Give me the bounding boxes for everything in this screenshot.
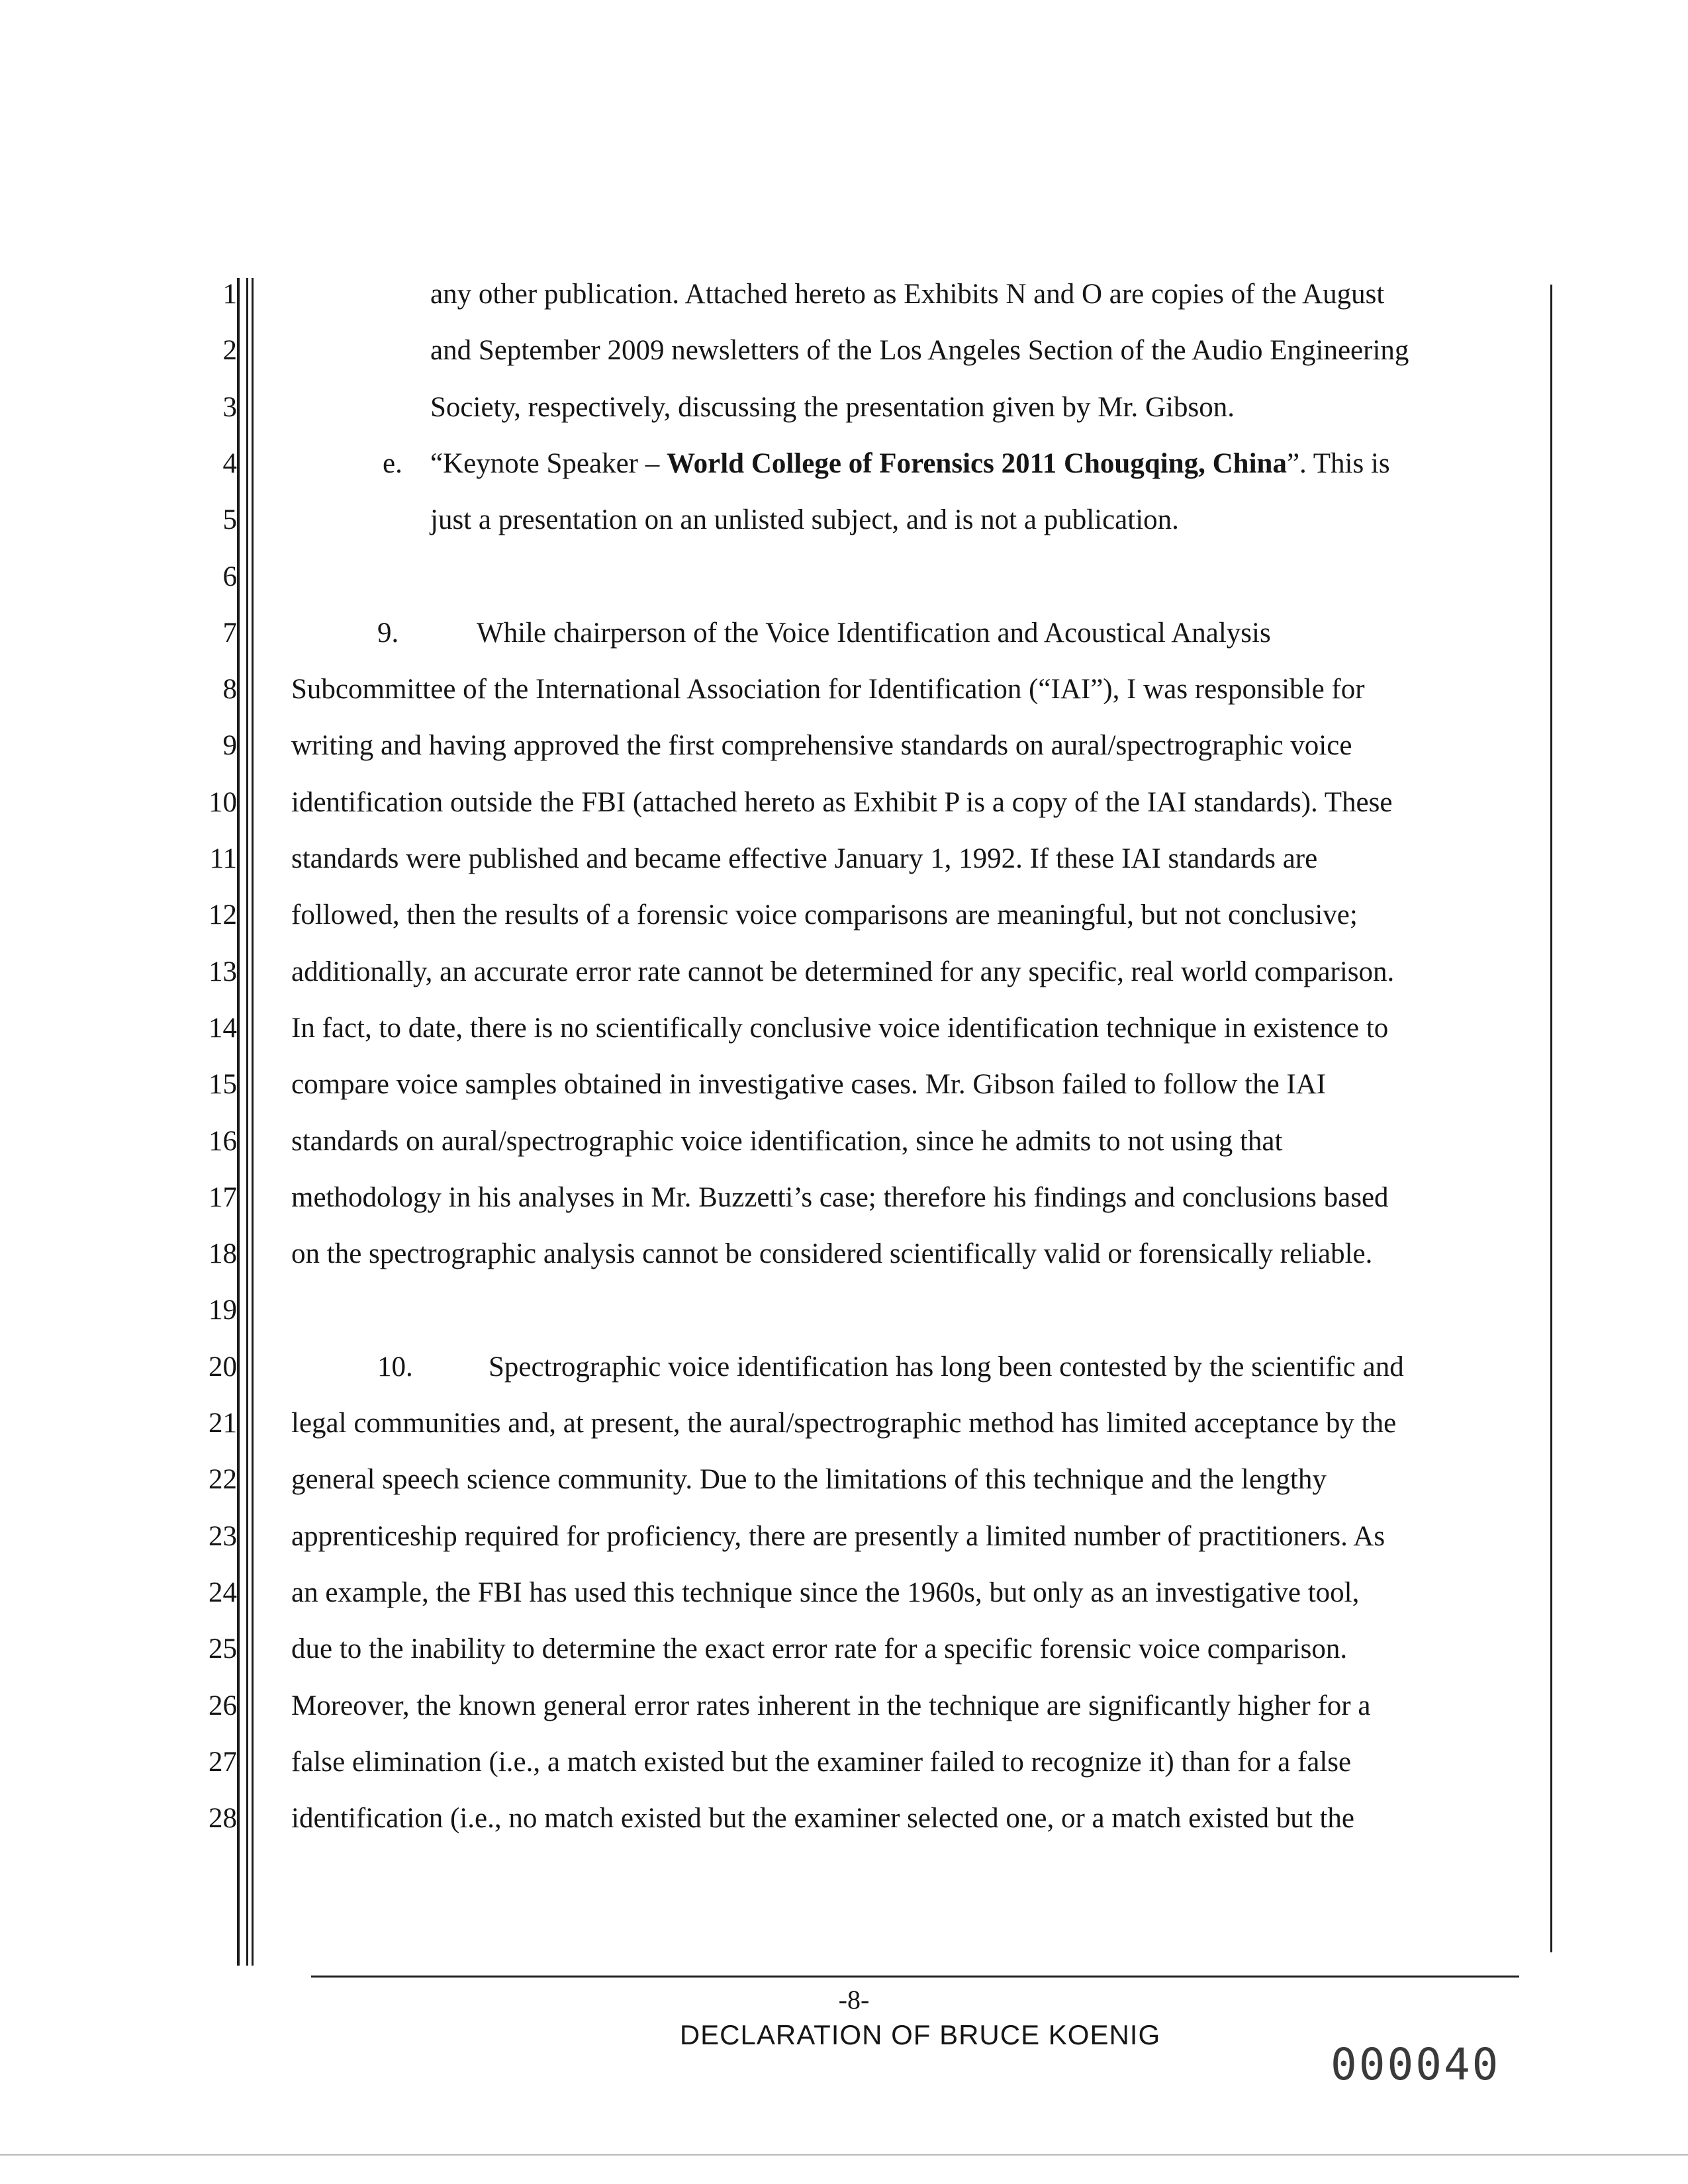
line-number: 21 bbox=[209, 1408, 237, 1439]
line-number: 9 bbox=[222, 730, 237, 762]
list-marker: e. bbox=[383, 447, 402, 479]
line-number: 3 bbox=[222, 391, 237, 423]
body-line: compare voice samples obtained in investigative cases. Mr. Gibson failed to follow the IAI bbox=[291, 1069, 1327, 1101]
line-number: 14 bbox=[209, 1012, 237, 1044]
line-number: 17 bbox=[209, 1181, 237, 1213]
line-number: 8 bbox=[222, 674, 237, 705]
line-number: 15 bbox=[209, 1069, 237, 1101]
line-number: 18 bbox=[209, 1238, 237, 1270]
body-line: any other publication. Attached hereto as Exhibits N and O are copies of the August bbox=[430, 279, 1385, 310]
body-line: Spectrographic voice identification has long been contested by the scientific and bbox=[489, 1351, 1404, 1383]
body-line: In fact, to date, there is no scientifically conclusive voice identification technique in existence to bbox=[291, 1012, 1389, 1044]
body-line: an example, the FBI has used this technique since the 1960s, but only as an investigative tool, bbox=[291, 1576, 1360, 1608]
line-number: 1 bbox=[222, 279, 237, 310]
line-number: 11 bbox=[209, 843, 237, 874]
line-number: 7 bbox=[222, 617, 237, 649]
body-line-text: “Keynote Speaker – bbox=[430, 447, 667, 479]
body-line: just a presentation on an unlisted subject, and is not a publication. bbox=[430, 504, 1179, 536]
body-line: identification (i.e., no match existed but the examiner selected one, or a match existed but the bbox=[291, 1803, 1354, 1835]
body-line: Subcommittee of the International Association for Identification (“IAI”), I was responsible for bbox=[291, 674, 1365, 705]
body-line: Moreover, the known general error rates inherent in the technique are significantly higher for a bbox=[291, 1690, 1371, 1721]
body-line: standards on aural/spectrographic voice identification, since he admits to not using that bbox=[291, 1125, 1283, 1157]
body-line: general speech science community. Due to the limitations of this technique and the lengthy bbox=[291, 1464, 1327, 1496]
line-number: 2 bbox=[222, 335, 237, 367]
footer-title: DECLARATION OF BRUCE KOENIG bbox=[679, 2019, 1161, 2050]
bates-number: 000040 bbox=[1331, 2039, 1501, 2090]
body-line: additionally, an accurate error rate cannot be determined for any specific, real world comparison. bbox=[291, 956, 1395, 987]
line-number: 24 bbox=[209, 1576, 237, 1608]
body-line: legal communities and, at present, the aural/spectrographic method has limited acceptance by the bbox=[291, 1408, 1397, 1439]
body-line: on the spectrographic analysis cannot be considered scientifically valid or forensically reliable. bbox=[291, 1238, 1373, 1270]
left-margin-rule bbox=[252, 278, 254, 1966]
line-number: 22 bbox=[209, 1464, 237, 1496]
left-margin-rule bbox=[246, 278, 248, 1966]
body-line bbox=[430, 447, 1390, 480]
line-number: 6 bbox=[222, 561, 237, 592]
line-number: 10 bbox=[209, 786, 237, 818]
list-marker: 10. bbox=[377, 1351, 413, 1383]
line-number: 28 bbox=[209, 1803, 237, 1835]
body-line: standards were published and became effective January 1, 1992. If these IAI standards are bbox=[291, 843, 1318, 874]
line-number: 4 bbox=[222, 447, 237, 479]
body-line: methodology in his analyses in Mr. Buzzetti’s case; therefore his findings and conclusions based bbox=[291, 1181, 1389, 1213]
body-line: false elimination (i.e., a match existed but the examiner failed to recognize it) than for a false bbox=[291, 1746, 1352, 1778]
footer-rule bbox=[311, 1976, 1519, 1978]
line-number: 23 bbox=[209, 1520, 237, 1552]
body-line: due to the inability to determine the exact error rate for a specific forensic voice comparison. bbox=[291, 1633, 1348, 1665]
scan-artifact-line bbox=[0, 2154, 1688, 2156]
body-line-text: ”. This is bbox=[1286, 447, 1390, 479]
right-margin-rule bbox=[1550, 285, 1552, 1952]
line-number: 5 bbox=[222, 504, 237, 536]
list-marker: 9. bbox=[377, 617, 399, 649]
bold-title: World College of Forensics 2011 Chougqing, China bbox=[667, 447, 1287, 479]
left-margin-rule bbox=[237, 278, 240, 1966]
body-line: and September 2009 newsletters of the Los Angeles Section of the Audio Engineering bbox=[430, 335, 1409, 367]
line-number: 20 bbox=[209, 1351, 237, 1383]
line-number: 26 bbox=[209, 1690, 237, 1721]
line-number: 12 bbox=[209, 899, 237, 931]
body-line: followed, then the results of a forensic voice comparisons are meaningful, but not conclusive; bbox=[291, 899, 1358, 931]
line-number: 19 bbox=[209, 1295, 237, 1326]
body-line: While chairperson of the Voice Identification and Acoustical Analysis bbox=[477, 617, 1271, 649]
body-line: identification outside the FBI (attached hereto as Exhibit P is a copy of the IAI standards). These bbox=[291, 786, 1393, 818]
body-line: writing and having approved the first comprehensive standards on aural/spectrographic voice bbox=[291, 730, 1352, 762]
line-number: 13 bbox=[209, 956, 237, 987]
line-number: 16 bbox=[209, 1125, 237, 1157]
body-line: apprenticeship required for proficiency, there are presently a limited number of practitioners. As bbox=[291, 1520, 1385, 1552]
line-number: 25 bbox=[209, 1633, 237, 1665]
body-line: Society, respectively, discussing the presentation given by Mr. Gibson. bbox=[430, 391, 1235, 423]
page-number: -8- bbox=[838, 1985, 870, 2015]
line-number: 27 bbox=[209, 1746, 237, 1778]
